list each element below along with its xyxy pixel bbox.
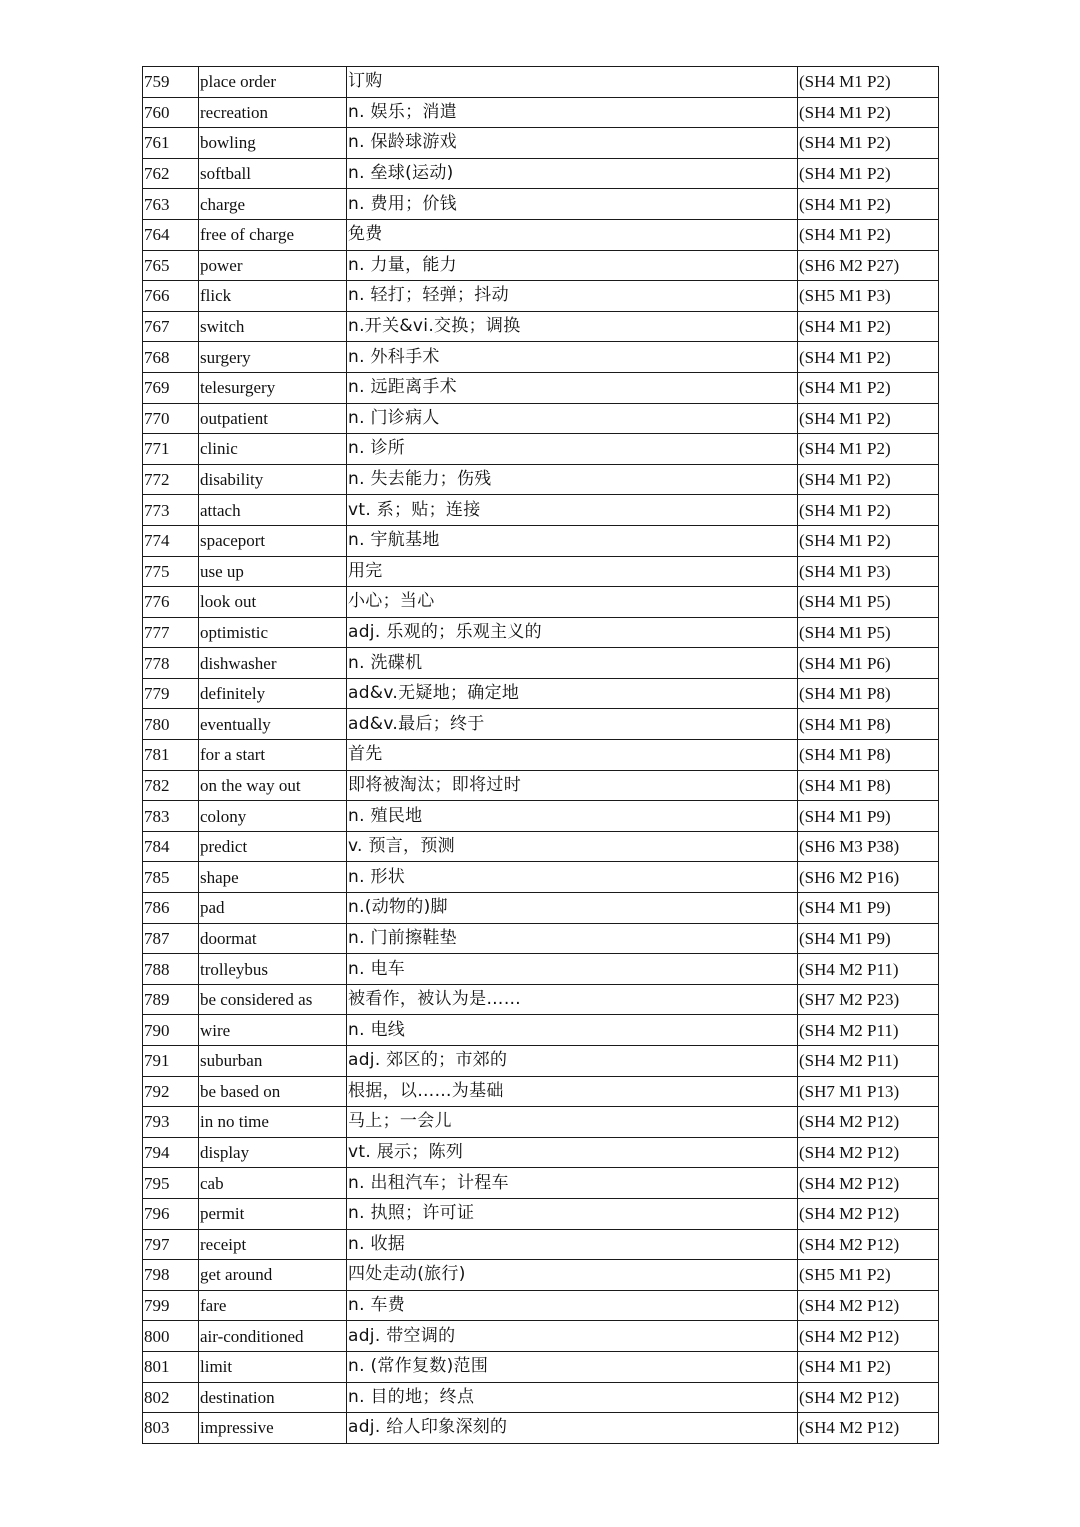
table-row: [143, 525, 939, 556]
chinese-meaning: n. 诊所: [347, 434, 798, 465]
textbook-reference: (SH4 M2 P12): [798, 1413, 939, 1444]
english-term: predict: [199, 831, 347, 862]
table-row: [143, 1015, 939, 1046]
chinese-meaning: adj. 给人印象深刻的: [347, 1413, 798, 1444]
table-row: [143, 923, 939, 954]
textbook-reference: (SH4 M1 P9): [798, 801, 939, 832]
entry-number: 778: [143, 648, 199, 679]
entry-number: 795: [143, 1168, 199, 1199]
chinese-meaning: 被看作，被认为是……: [347, 984, 798, 1015]
entry-number: 787: [143, 923, 199, 954]
chinese-meaning: n. 洗碟机: [347, 648, 798, 679]
chinese-meaning: n.(动物的)脚: [347, 893, 798, 924]
english-term: softball: [199, 158, 347, 189]
table-row: [143, 372, 939, 403]
chinese-meaning: n. 娱乐；消遣: [347, 97, 798, 128]
table-row: [143, 1321, 939, 1352]
table-row: [143, 434, 939, 465]
english-term: switch: [199, 311, 347, 342]
entry-number: 759: [143, 67, 199, 98]
textbook-reference: (SH4 M1 P5): [798, 587, 939, 618]
entry-number: 793: [143, 1107, 199, 1138]
english-term: limit: [199, 1351, 347, 1382]
entry-number: 766: [143, 281, 199, 312]
table-row: [143, 678, 939, 709]
chinese-meaning: 订购: [347, 67, 798, 98]
textbook-reference: (SH4 M1 P2): [798, 342, 939, 373]
entry-number: 770: [143, 403, 199, 434]
chinese-meaning: n. 失去能力；伤残: [347, 464, 798, 495]
table-row: [143, 648, 939, 679]
chinese-meaning: vt. 展示；陈列: [347, 1137, 798, 1168]
entry-number: 772: [143, 464, 199, 495]
english-term: colony: [199, 801, 347, 832]
english-term: flick: [199, 281, 347, 312]
english-term: eventually: [199, 709, 347, 740]
textbook-reference: (SH4 M2 P12): [798, 1137, 939, 1168]
english-term: trolleybus: [199, 954, 347, 985]
chinese-meaning: ad&v.最后；终于: [347, 709, 798, 740]
entry-number: 773: [143, 495, 199, 526]
table-row: [143, 158, 939, 189]
textbook-reference: (SH4 M1 P2): [798, 97, 939, 128]
textbook-reference: (SH4 M1 P3): [798, 556, 939, 587]
chinese-meaning: 免费: [347, 219, 798, 250]
chinese-meaning: 小心；当心: [347, 587, 798, 618]
english-term: disability: [199, 464, 347, 495]
table-row: [143, 1413, 939, 1444]
textbook-reference: (SH4 M1 P2): [798, 434, 939, 465]
english-term: for a start: [199, 740, 347, 771]
table-row: [143, 954, 939, 985]
table-row: [143, 97, 939, 128]
chinese-meaning: adj. 带空调的: [347, 1321, 798, 1352]
textbook-reference: (SH6 M3 P38): [798, 831, 939, 862]
chinese-meaning: vt. 系；贴；连接: [347, 495, 798, 526]
entry-number: 800: [143, 1321, 199, 1352]
entry-number: 779: [143, 678, 199, 709]
chinese-meaning: 即将被淘汰；即将过时: [347, 770, 798, 801]
entry-number: 789: [143, 984, 199, 1015]
entry-number: 765: [143, 250, 199, 281]
textbook-reference: (SH4 M1 P2): [798, 158, 939, 189]
english-term: be based on: [199, 1076, 347, 1107]
textbook-reference: (SH4 M2 P12): [798, 1229, 939, 1260]
textbook-reference: (SH5 M1 P2): [798, 1260, 939, 1291]
textbook-reference: (SH4 M1 P2): [798, 189, 939, 220]
chinese-meaning: n. 电车: [347, 954, 798, 985]
chinese-meaning: n. (常作复数)范围: [347, 1351, 798, 1382]
entry-number: 799: [143, 1290, 199, 1321]
textbook-reference: (SH4 M1 P2): [798, 128, 939, 159]
textbook-reference: (SH4 M1 P2): [798, 372, 939, 403]
english-term: recreation: [199, 97, 347, 128]
textbook-reference: (SH4 M2 P11): [798, 1046, 939, 1077]
textbook-reference: (SH4 M1 P5): [798, 617, 939, 648]
entry-number: 801: [143, 1351, 199, 1382]
entry-number: 803: [143, 1413, 199, 1444]
english-term: get around: [199, 1260, 347, 1291]
table-row: [143, 1351, 939, 1382]
chinese-meaning: n. 轻打；轻弹；抖动: [347, 281, 798, 312]
textbook-reference: (SH4 M1 P9): [798, 923, 939, 954]
english-term: spaceport: [199, 525, 347, 556]
table-row: [143, 311, 939, 342]
english-term: impressive: [199, 1413, 347, 1444]
english-term: power: [199, 250, 347, 281]
textbook-reference: (SH4 M1 P2): [798, 464, 939, 495]
textbook-reference: (SH5 M1 P3): [798, 281, 939, 312]
entry-number: 791: [143, 1046, 199, 1077]
textbook-reference: (SH4 M1 P2): [798, 403, 939, 434]
english-term: charge: [199, 189, 347, 220]
entry-number: 769: [143, 372, 199, 403]
table-row: [143, 984, 939, 1015]
vocabulary-table: [142, 66, 939, 1444]
entry-number: 763: [143, 189, 199, 220]
chinese-meaning: n. 远距离手术: [347, 372, 798, 403]
textbook-reference: (SH7 M1 P13): [798, 1076, 939, 1107]
chinese-meaning: 四处走动(旅行): [347, 1260, 798, 1291]
english-term: pad: [199, 893, 347, 924]
entry-number: 764: [143, 219, 199, 250]
english-term: dishwasher: [199, 648, 347, 679]
entry-number: 776: [143, 587, 199, 618]
table-row: [143, 281, 939, 312]
chinese-meaning: n. 目的地；终点: [347, 1382, 798, 1413]
chinese-meaning: adj. 郊区的；市郊的: [347, 1046, 798, 1077]
english-term: fare: [199, 1290, 347, 1321]
english-term: doormat: [199, 923, 347, 954]
table-row: [143, 1137, 939, 1168]
english-term: place order: [199, 67, 347, 98]
chinese-meaning: 根据，以……为基础: [347, 1076, 798, 1107]
english-term: permit: [199, 1198, 347, 1229]
english-term: cab: [199, 1168, 347, 1199]
entry-number: 780: [143, 709, 199, 740]
textbook-reference: (SH6 M2 P27): [798, 250, 939, 281]
entry-number: 790: [143, 1015, 199, 1046]
table-row: [143, 403, 939, 434]
entry-number: 761: [143, 128, 199, 159]
english-term: on the way out: [199, 770, 347, 801]
entry-number: 785: [143, 862, 199, 893]
english-term: telesurgery: [199, 372, 347, 403]
chinese-meaning: ad&v.无疑地；确定地: [347, 678, 798, 709]
table-row: [143, 1260, 939, 1291]
english-term: bowling: [199, 128, 347, 159]
english-term: destination: [199, 1382, 347, 1413]
table-row: [143, 1046, 939, 1077]
chinese-meaning: adj. 乐观的；乐观主义的: [347, 617, 798, 648]
english-term: in no time: [199, 1107, 347, 1138]
table-row: [143, 128, 939, 159]
entry-number: 784: [143, 831, 199, 862]
table-row: [143, 1107, 939, 1138]
textbook-reference: (SH4 M1 P2): [798, 525, 939, 556]
textbook-reference: (SH4 M1 P8): [798, 709, 939, 740]
table-row: [143, 219, 939, 250]
entry-number: 775: [143, 556, 199, 587]
chinese-meaning: n. 收据: [347, 1229, 798, 1260]
table-row: [143, 342, 939, 373]
table-row: [143, 1229, 939, 1260]
textbook-reference: (SH4 M1 P8): [798, 678, 939, 709]
english-term: definitely: [199, 678, 347, 709]
table-row: [143, 862, 939, 893]
table-row: [143, 801, 939, 832]
english-term: receipt: [199, 1229, 347, 1260]
entry-number: 796: [143, 1198, 199, 1229]
english-term: wire: [199, 1015, 347, 1046]
chinese-meaning: n. 执照；许可证: [347, 1198, 798, 1229]
table-row: [143, 67, 939, 98]
table-row: [143, 1290, 939, 1321]
entry-number: 777: [143, 617, 199, 648]
chinese-meaning: n. 垒球(运动): [347, 158, 798, 189]
entry-number: 768: [143, 342, 199, 373]
table-row: [143, 1168, 939, 1199]
table-row: [143, 770, 939, 801]
english-term: surgery: [199, 342, 347, 373]
textbook-reference: (SH4 M1 P6): [798, 648, 939, 679]
entry-number: 782: [143, 770, 199, 801]
textbook-reference: (SH6 M2 P16): [798, 862, 939, 893]
chinese-meaning: n. 门前擦鞋垫: [347, 923, 798, 954]
table-row: [143, 189, 939, 220]
english-term: air-conditioned: [199, 1321, 347, 1352]
textbook-reference: (SH4 M2 P12): [798, 1290, 939, 1321]
chinese-meaning: n. 宇航基地: [347, 525, 798, 556]
english-term: be considered as: [199, 984, 347, 1015]
english-term: shape: [199, 862, 347, 893]
english-term: clinic: [199, 434, 347, 465]
chinese-meaning: n. 殖民地: [347, 801, 798, 832]
table-row: [143, 587, 939, 618]
textbook-reference: (SH4 M2 P11): [798, 954, 939, 985]
textbook-reference: (SH4 M1 P2): [798, 495, 939, 526]
english-term: optimistic: [199, 617, 347, 648]
entry-number: 786: [143, 893, 199, 924]
chinese-meaning: n. 力量，能力: [347, 250, 798, 281]
english-term: outpatient: [199, 403, 347, 434]
english-term: display: [199, 1137, 347, 1168]
table-row: [143, 893, 939, 924]
vocabulary-table-body: [143, 67, 939, 1444]
table-row: [143, 556, 939, 587]
table-row: [143, 1076, 939, 1107]
textbook-reference: (SH4 M2 P12): [798, 1168, 939, 1199]
textbook-reference: (SH4 M2 P12): [798, 1107, 939, 1138]
entry-number: 762: [143, 158, 199, 189]
textbook-reference: (SH4 M1 P2): [798, 1351, 939, 1382]
table-row: [143, 831, 939, 862]
entry-number: 788: [143, 954, 199, 985]
entry-number: 802: [143, 1382, 199, 1413]
entry-number: 767: [143, 311, 199, 342]
textbook-reference: (SH4 M1 P8): [798, 770, 939, 801]
textbook-reference: (SH4 M1 P2): [798, 67, 939, 98]
chinese-meaning: v. 预言，预测: [347, 831, 798, 862]
entry-number: 797: [143, 1229, 199, 1260]
textbook-reference: (SH4 M2 P11): [798, 1015, 939, 1046]
english-term: look out: [199, 587, 347, 618]
table-row: [143, 495, 939, 526]
english-term: attach: [199, 495, 347, 526]
table-row: [143, 464, 939, 495]
chinese-meaning: n. 费用；价钱: [347, 189, 798, 220]
entry-number: 771: [143, 434, 199, 465]
entry-number: 760: [143, 97, 199, 128]
table-row: [143, 1198, 939, 1229]
chinese-meaning: n. 形状: [347, 862, 798, 893]
table-row: [143, 1382, 939, 1413]
english-term: use up: [199, 556, 347, 587]
chinese-meaning: 首先: [347, 740, 798, 771]
textbook-reference: (SH4 M2 P12): [798, 1198, 939, 1229]
entry-number: 781: [143, 740, 199, 771]
table-row: [143, 617, 939, 648]
chinese-meaning: n.开关&vi.交换；调换: [347, 311, 798, 342]
textbook-reference: (SH7 M2 P23): [798, 984, 939, 1015]
textbook-reference: (SH4 M2 P12): [798, 1382, 939, 1413]
english-term: free of charge: [199, 219, 347, 250]
chinese-meaning: n. 车费: [347, 1290, 798, 1321]
entry-number: 783: [143, 801, 199, 832]
entry-number: 792: [143, 1076, 199, 1107]
textbook-reference: (SH4 M1 P8): [798, 740, 939, 771]
table-row: [143, 250, 939, 281]
textbook-reference: (SH4 M1 P9): [798, 893, 939, 924]
chinese-meaning: n. 出租汽车；计程车: [347, 1168, 798, 1199]
textbook-reference: (SH4 M2 P12): [798, 1321, 939, 1352]
chinese-meaning: n. 外科手术: [347, 342, 798, 373]
entry-number: 794: [143, 1137, 199, 1168]
chinese-meaning: n. 电线: [347, 1015, 798, 1046]
chinese-meaning: n. 保龄球游戏: [347, 128, 798, 159]
textbook-reference: (SH4 M1 P2): [798, 219, 939, 250]
table-row: [143, 740, 939, 771]
textbook-reference: (SH4 M1 P2): [798, 311, 939, 342]
table-row: [143, 709, 939, 740]
entry-number: 798: [143, 1260, 199, 1291]
chinese-meaning: 用完: [347, 556, 798, 587]
chinese-meaning: 马上；一会儿: [347, 1107, 798, 1138]
entry-number: 774: [143, 525, 199, 556]
chinese-meaning: n. 门诊病人: [347, 403, 798, 434]
english-term: suburban: [199, 1046, 347, 1077]
